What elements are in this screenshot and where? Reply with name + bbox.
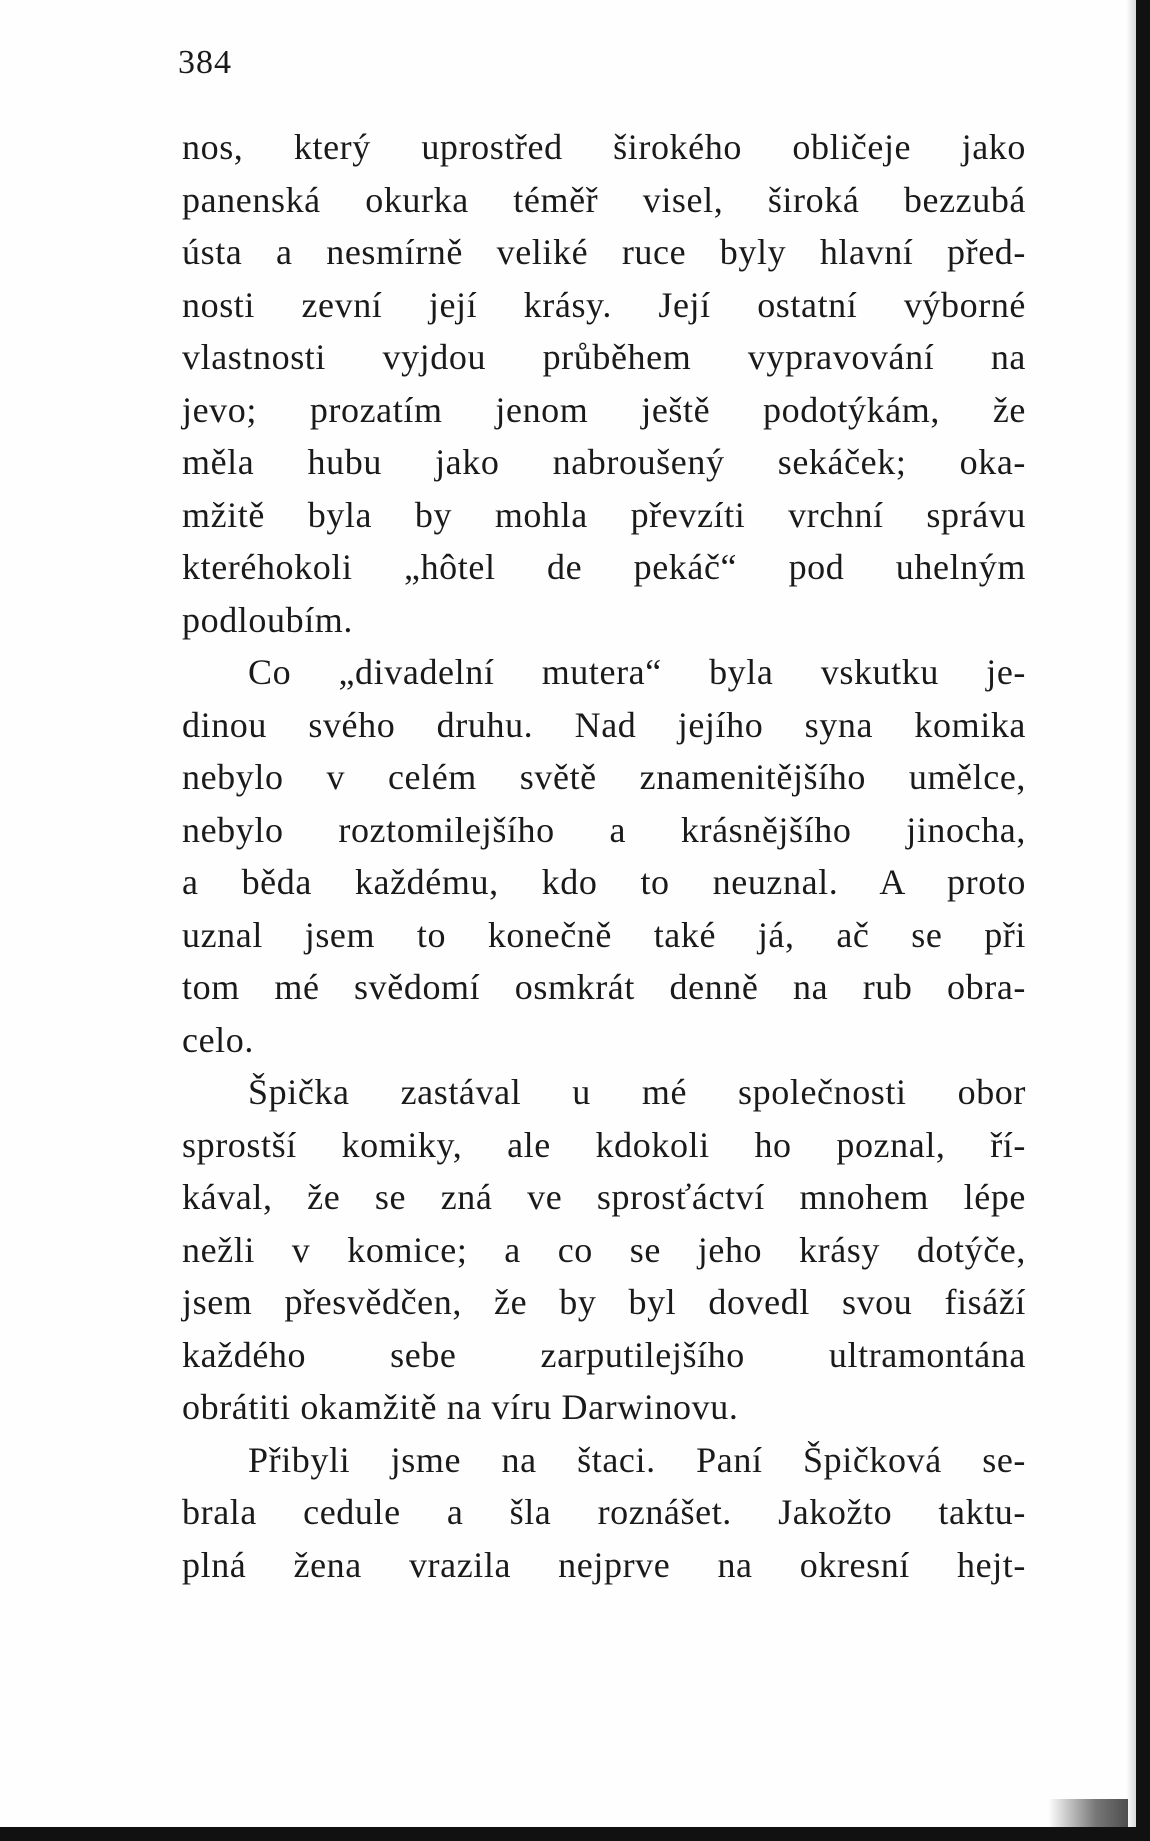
scan-corner-mark — [1048, 1799, 1128, 1827]
text-line: jevo; prozatím jenom ještě podotýkám, že — [182, 389, 1026, 430]
text-line: dinou svého druhu. Nad jejího syna komika — [182, 704, 1026, 745]
text-line: kteréhokoli „hôtel de pekáč“ pod uhelným — [182, 547, 1026, 587]
text-line: panenská okurka téměř visel, široká bezzubá — [182, 179, 1026, 220]
text-line: tom mé svědomí osmkrát denně na rub obra- — [182, 967, 1026, 1007]
page-number: 384 — [178, 44, 232, 81]
text-line: každého sebe zarputilejšího ultramontána — [182, 1334, 1026, 1375]
text-line: nos, který uprostřed širokého obličeje jako — [182, 127, 1026, 167]
paragraph-first-line: Co „divadelní mutera“ byla vskutku je- — [248, 652, 1026, 692]
text-line: brala cedule a šla roznášet. Jakožto taktu- — [182, 1492, 1026, 1532]
paragraph-first-line: Špička zastával u mé společnosti obor — [248, 1072, 1026, 1112]
text-line: a běda každému, kdo to neuznal. A proto — [182, 862, 1026, 902]
text-line: celo. — [182, 1019, 254, 1060]
text-line: měla hubu jako nabroušený sekáček; oka- — [182, 442, 1026, 482]
text-line: nebylo roztomilejšího a krásnějšího jinocha, — [182, 809, 1026, 850]
paragraph-first-line: Přibyli jsme na štaci. Paní Špičková se- — [248, 1439, 1026, 1480]
text-line: ústa a nesmírně veliké ruce byly hlavní před- — [182, 232, 1026, 272]
text-line: vlastnosti vyjdou průběhem vypravování na — [182, 337, 1026, 377]
text-line: uznal jsem to konečně také já, ač se při — [182, 914, 1026, 955]
body-text — [182, 121, 1026, 1591]
text-line: jsem přesvědčen, že by byl dovedl svou fisáží — [182, 1282, 1026, 1322]
text-line: podloubím. — [182, 599, 354, 640]
text-line: plná žena vrazila nejprve na okresní hejt- — [182, 1544, 1026, 1585]
scan-border-bottom — [0, 1827, 1150, 1841]
text-line: nebylo v celém světě znamenitějšího umělce, — [182, 757, 1026, 797]
text-line: nosti zevní její krásy. Její ostatní výborné — [182, 284, 1026, 325]
text-line: sprostší komiky, ale kdokoli ho poznal, ří- — [182, 1124, 1026, 1165]
text-line: kával, že se zná ve sprosťáctví mnohem lépe — [182, 1177, 1026, 1217]
scan-shadow — [1126, 0, 1136, 1841]
text-line: nežli v komice; a co se jeho krásy dotýče, — [182, 1229, 1026, 1270]
text-line: mžitě byla by mohla převzíti vrchní správu — [182, 494, 1026, 535]
scan-border-right — [1136, 0, 1150, 1841]
text-line: obrátiti okamžitě na víru Darwinovu. — [182, 1387, 739, 1427]
